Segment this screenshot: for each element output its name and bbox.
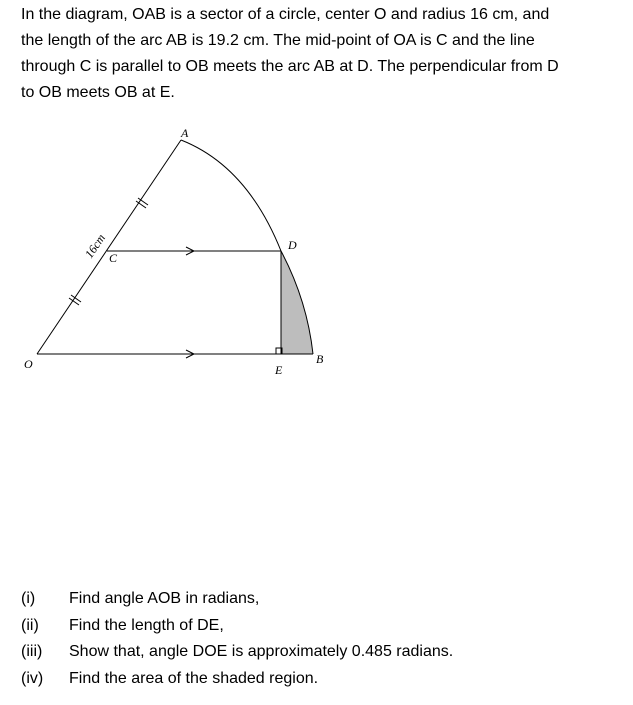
label-c: C xyxy=(109,251,118,265)
label-e: E xyxy=(275,363,283,377)
part-number: (i) xyxy=(21,590,36,607)
question-part xyxy=(21,613,453,640)
label-radius: 16cm xyxy=(81,231,109,261)
part-text: Find angle AOB in radians, xyxy=(69,590,260,607)
part-text: Find the length of DE, xyxy=(69,616,224,634)
intro-line: to OB meets OB at E. xyxy=(21,84,175,101)
label-d: D xyxy=(288,238,297,252)
intro-line: through C is parallel to OB meets the arc AB at D. The perpendicular from D xyxy=(21,58,559,75)
tick-mark-ca xyxy=(136,198,148,208)
label-o: O xyxy=(24,357,33,371)
part-number: (iii) xyxy=(21,643,43,660)
part-text: Show that, angle DOE is approximately 0.485 radians. xyxy=(69,643,454,660)
question-parts xyxy=(21,586,453,692)
intro-line: the length of the arc AB is 19.2 cm. The mid-point of OA is C and the line xyxy=(21,32,535,49)
radius-oa xyxy=(37,140,181,354)
question-part xyxy=(21,586,453,613)
part-text: Find the area of the shaded region. xyxy=(69,669,319,687)
question-part xyxy=(21,639,453,666)
part-number: (iv) xyxy=(21,669,44,687)
question-part xyxy=(21,666,453,693)
intro-line: In the diagram, OAB is a sector of a circle, center O and radius 16 cm, and xyxy=(21,6,550,23)
label-b: B xyxy=(316,352,324,366)
part-number: (ii) xyxy=(21,616,39,634)
label-a: A xyxy=(181,126,189,140)
shaded-region xyxy=(281,251,313,354)
